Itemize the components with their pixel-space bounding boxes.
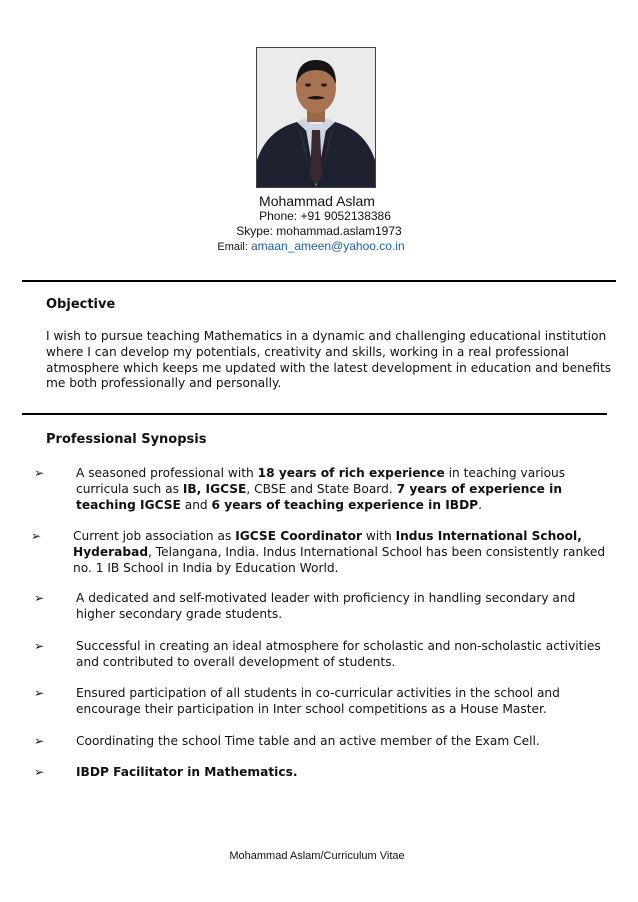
- list-item: [73, 529, 616, 576]
- bold-text: IGCSE Coordinator: [235, 529, 362, 543]
- bullet-arrow-icon: ➢: [34, 734, 45, 748]
- text: A seasoned professional with: [76, 466, 258, 480]
- contact-name: Mohammad Aslam: [259, 193, 375, 209]
- bullet-arrow-icon: ➢: [34, 686, 45, 700]
- bullet-arrow-icon: ➢: [34, 639, 45, 653]
- text: Coordinating the school Time table and an active member of the Exam Cell.: [76, 734, 540, 748]
- bold-text: IBDP Facilitator in Mathematics.: [76, 765, 298, 779]
- text: with: [361, 529, 396, 543]
- list-item: [76, 591, 616, 623]
- list-item: [76, 639, 616, 671]
- bold-text: Indus International School, Hyderabad: [73, 529, 582, 559]
- text: Ensured participation of all students in co-curricular activities in the school and encourage their participation in Inter school competitions as a House Master.: [76, 686, 560, 716]
- text: .: [478, 497, 482, 512]
- text: A dedicated and self-motivated leader with proficiency in handling secondary and higher secondary grade students.: [76, 591, 576, 621]
- email-link[interactable]: amaan_ameen@yahoo.co.in: [251, 239, 405, 253]
- bold-text: 7 years of experience in teaching IGCSE: [76, 481, 563, 512]
- divider-top: [22, 280, 616, 282]
- page-footer: Mohammad Aslam/Curriculum Vitae: [229, 850, 405, 862]
- list-item: [76, 686, 616, 718]
- bold-text: IB, IGCSE: [182, 481, 247, 496]
- text: Current job association as: [73, 529, 236, 543]
- text: in teaching various curricula such as: [76, 466, 566, 496]
- objective-text: I wish to pursue teaching Mathematics in a dynamic and challenging educational institution where I can develop my potentials, creativity and skills, working in a real professional atmosphere which keeps me updated with the latest development in education and benefits me both professionally and personally.: [46, 329, 612, 391]
- bullet-arrow-icon: ➢: [31, 529, 42, 543]
- list-item: [76, 466, 616, 513]
- divider-middle: [22, 413, 607, 415]
- text: and: [180, 497, 212, 512]
- contact-skype: Skype: mohammad.aslam1973: [236, 224, 402, 238]
- bullet-arrow-icon: ➢: [34, 591, 45, 605]
- synopsis-heading: Professional Synopsis: [46, 432, 207, 447]
- text: Successful in creating an ideal atmosphere for scholastic and non-scholastic activities and contributed to overall development of students.: [76, 639, 601, 669]
- contact-phone: Phone: +91 9052138386: [259, 209, 391, 223]
- email-label: Email:: [217, 241, 248, 253]
- objective-heading: Objective: [46, 297, 116, 312]
- text: , CBSE and State Board.: [246, 481, 397, 496]
- list-item: [76, 765, 616, 781]
- profile-photo: [256, 47, 376, 188]
- bullet-arrow-icon: ➢: [34, 466, 45, 480]
- contact-email: [0, 239, 630, 253]
- bold-text: 6 years of teaching experience in IBDP: [211, 497, 479, 512]
- text: , Telangana, India. Indus International School has been consistently ranked no. 1 IB School in India by Education World.: [73, 544, 606, 575]
- bullet-arrow-icon: ➢: [34, 765, 45, 779]
- list-item: [76, 734, 616, 750]
- bold-text: 18 years of rich experience: [257, 466, 445, 480]
